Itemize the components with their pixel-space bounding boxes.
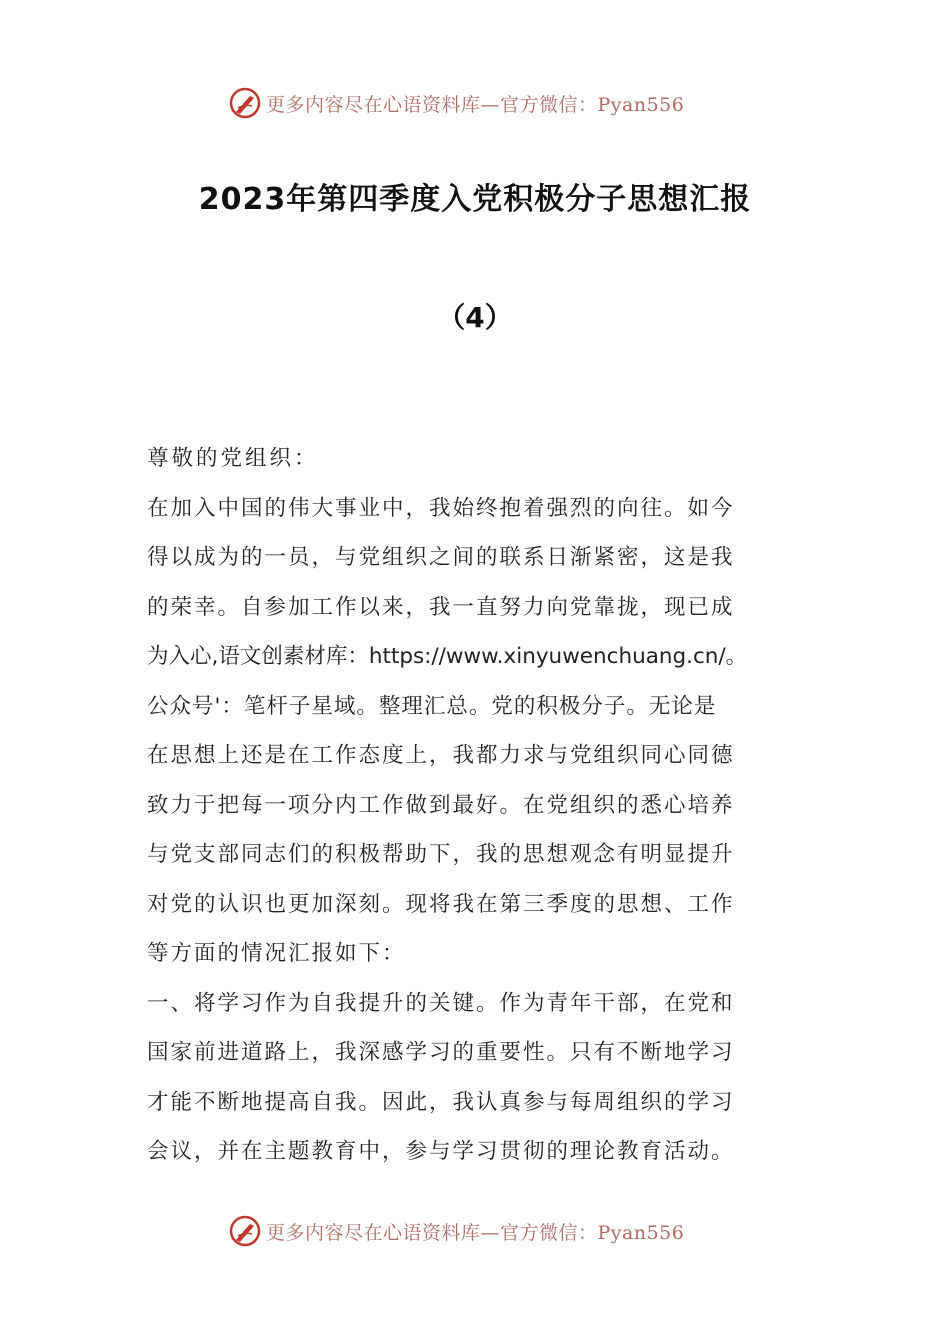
paragraph-line: 得以成为的一员，与党组织之间的联系日渐紧密，这是我 <box>147 545 735 570</box>
paragraph-line: 等方面的情况汇报如下： <box>147 941 406 966</box>
paragraph-line: 在加入中国的伟大事业中，我始终抱着强烈的向往。如今 <box>147 495 735 521</box>
pen-logo-icon <box>228 86 262 120</box>
paragraph-line: 与党支部同志们的积极帮助下，我的思想观念有明显提升 <box>147 842 735 867</box>
paragraph-line: 一、将学习作为自我提升的关键。作为青年干部，在党和 <box>147 990 735 1016</box>
paragraph-line: 国家前进道路上，我深感学习的重要性。只有不断地学习 <box>147 1040 735 1065</box>
paragraph-line: 在思想上还是在工作态度上，我都力求与党组织同心同德 <box>147 743 735 768</box>
paragraph-line: 尊敬的党组织： <box>147 446 319 471</box>
document-body <box>147 434 807 1177</box>
watermark-footer <box>228 1214 684 1248</box>
paragraph-line: 会议，并在主题教育中，参与学习贯彻的理论教育活动。 <box>147 1139 735 1164</box>
document-title: 2023年第四季度入党积极分子思想汇报 <box>198 182 752 217</box>
paragraph-line: 致力于把每一项分内工作做到最好。在党组织的悉心培养 <box>147 792 735 818</box>
watermark-text: 更多内容尽在心语资料库—官方微信：Pyan556 <box>266 1221 685 1244</box>
paragraph-line: 公众号'：笔杆子星域。整理汇总。党的积极分子。无论是 <box>147 693 717 719</box>
paragraph-line: 的荣幸。自参加工作以来，我一直努力向党靠拢，现已成 <box>147 594 735 620</box>
watermark-text: 更多内容尽在心语资料库—官方微信：Pyan556 <box>266 93 685 116</box>
watermark-header <box>228 86 684 120</box>
paragraph-line: 为入心,语文创素材库：https://www.xinyuwenchuang.cn/。 <box>147 644 748 669</box>
pen-logo-icon <box>228 1214 262 1248</box>
document-subtitle: （4） <box>437 301 513 334</box>
paragraph-line: 对党的认识也更加深刻。现将我在第三季度的思想、工作 <box>147 891 735 917</box>
paragraph-line: 才能不断地提高自我。因此，我认真参与每周组织的学习 <box>147 1089 735 1115</box>
